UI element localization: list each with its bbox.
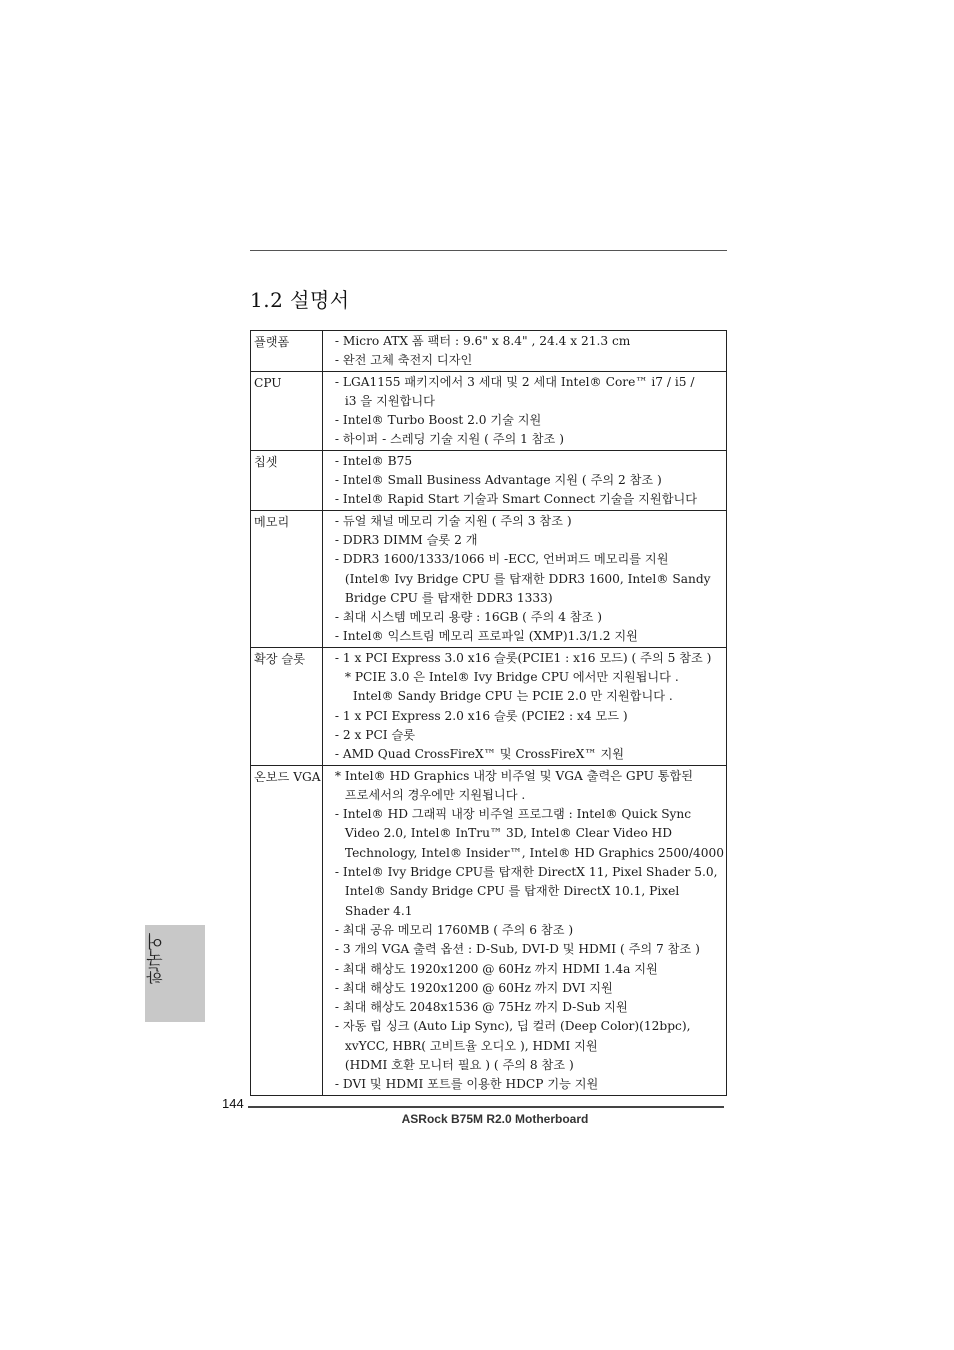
spec-line: - Intel® Small Business Advantage 지원 ( 주의 2 참조 ) [334,473,662,488]
spec-line: - 최대 시스템 메모리 용량 : 16GB ( 주의 4 참조 ) [334,610,603,625]
spec-table-body [251,331,727,1096]
spec-line: - 최대 해상도 1920x1200 @ 60Hz 까지 HDMI 1.4a 지원 [334,961,658,976]
spec-label: 플랫폼 [251,331,323,372]
spec-line: - Intel® Ivy Bridge CPU를 탑재한 DirectX 11, Pixel Shader 5.0, [334,865,718,880]
spec-label: 메모리 [251,510,323,647]
spec-table [250,330,727,1096]
spec-label: 칩셋 [251,450,323,510]
spec-line: - DVI 및 HDMI 포트를 이용한 HDCP 기능 지원 [334,1077,599,1092]
spec-line: - Intel® HD 그래픽 내장 비주얼 프로그램 : Intel® Quick Sync [334,807,692,822]
spec-label: CPU [251,371,323,450]
spec-line: - Intel® Turbo Boost 2.0 기술 지원 [334,413,542,428]
spec-row [251,450,727,510]
spec-line: * Intel® HD Graphics 내장 비주얼 및 VGA 출력은 GPU 통합된 [334,768,694,783]
spec-line: Intel® Sandy Bridge CPU 를 탑재한 DirectX 10.1, Pixel [344,884,680,899]
spec-value [322,331,726,372]
spec-line: - 최대 해상도 2048x1536 @ 75Hz 까지 D-Sub 지원 [334,1000,628,1015]
spec-line: - DDR3 1600/1333/1066 비 -ECC, 언버퍼드 메모리를 지원 [334,552,669,567]
language-tab-label: 한국어 [147,933,167,984]
language-tab [145,925,205,1022]
bottom-divider [248,1106,724,1108]
spec-value [322,371,726,450]
spec-label: 확장 슬롯 [251,647,323,765]
spec-line: - 1 x PCI Express 2.0 x16 슬롯 (PCIE2 : x4 모드 ) [334,708,628,723]
spec-line: (HDMI 호환 모니터 필요 ) ( 주의 8 참조 ) [344,1057,574,1072]
spec-line: Intel® Sandy Bridge CPU 는 PCIE 2.0 만 지원합니다 . [352,689,673,704]
spec-line: - 1 x PCI Express 3.0 x16 슬롯(PCIE1 : x16 모드) ( 주의 5 참조 ) [334,650,712,665]
spec-line: - 3 개의 VGA 출력 옵션 : D-Sub, DVI-D 및 HDMI ( 주의 7 참조 ) [334,942,700,957]
spec-row [251,647,727,765]
top-divider [250,250,727,251]
spec-value [322,450,726,510]
section-title: 1.2 설명서 [250,288,350,312]
footer-text: ASRock B75M R2.0 Motherboard [401,1112,589,1126]
spec-line: - AMD Quad CrossFireX™ 및 CrossFireX™ 지원 [334,747,625,762]
spec-line: - 하이퍼 - 스레딩 기술 지원 ( 주의 1 참조 ) [334,432,564,447]
page-number: 144 [222,1096,244,1111]
spec-line: - Micro ATX 폼 팩터 : 9.6" x 8.4" , 24.4 x 21.3 cm [334,334,631,348]
spec-line: Bridge CPU 를 탑재한 DDR3 1333) [344,590,553,605]
spec-line: - 최대 공유 메모리 1760MB ( 주의 6 참조 ) [334,922,574,937]
spec-row [251,371,727,450]
spec-line: - LGA1155 패키지에서 3 세대 및 2 세대 Intel® Core™ i7 / i5 / [334,374,695,389]
spec-line: Video 2.0, Intel® InTru™ 3D, Intel® Clear Video HD [344,826,673,841]
spec-line: Technology, Intel® Insider™, Intel® HD Graphics 2500/4000 [344,845,724,860]
spec-value [322,510,726,647]
spec-row [251,331,727,372]
spec-value [322,647,726,765]
spec-value [322,765,726,1095]
spec-label: 온보드 VGA [251,765,323,1095]
spec-line: - 자동 립 싱크 (Auto Lip Sync), 딥 컬러 (Deep Color)(12bpc), [334,1019,691,1034]
spec-row [251,765,727,1095]
spec-line: - DDR3 DIMM 슬롯 2 개 [334,532,478,547]
spec-line: (Intel® Ivy Bridge CPU 를 탑재한 DDR3 1600, Intel® Sandy [344,571,711,586]
spec-line: - 듀얼 채널 메모리 기술 지원 ( 주의 3 참조 ) [334,513,572,528]
spec-line: - Intel® Rapid Start 기술과 Smart Connect 기술을 지원합니다 [334,492,698,507]
spec-line: * PCIE 3.0 은 Intel® Ivy Bridge CPU 에서만 지원됩니다 . [344,670,679,685]
spec-line: Shader 4.1 [344,903,413,918]
spec-line: 프로세서의 경우에만 지원됩니다 . [344,787,526,802]
spec-line: - 최대 해상도 1920x1200 @ 60Hz 까지 DVI 지원 [334,980,613,995]
spec-line: - Intel® 익스트림 메모리 프로파일 (XMP)1.3/1.2 지원 [334,629,638,644]
spec-line: xvYCC, HBR( 고비트율 오디오 ), HDMI 지원 [344,1038,598,1053]
spec-line: - 완전 고체 축전지 디자인 [334,353,473,368]
spec-row [251,510,727,647]
spec-line: - 2 x PCI 슬롯 [334,727,416,742]
spec-line: - Intel® B75 [334,453,413,468]
spec-line: i3 을 지원합니다 [344,393,435,408]
